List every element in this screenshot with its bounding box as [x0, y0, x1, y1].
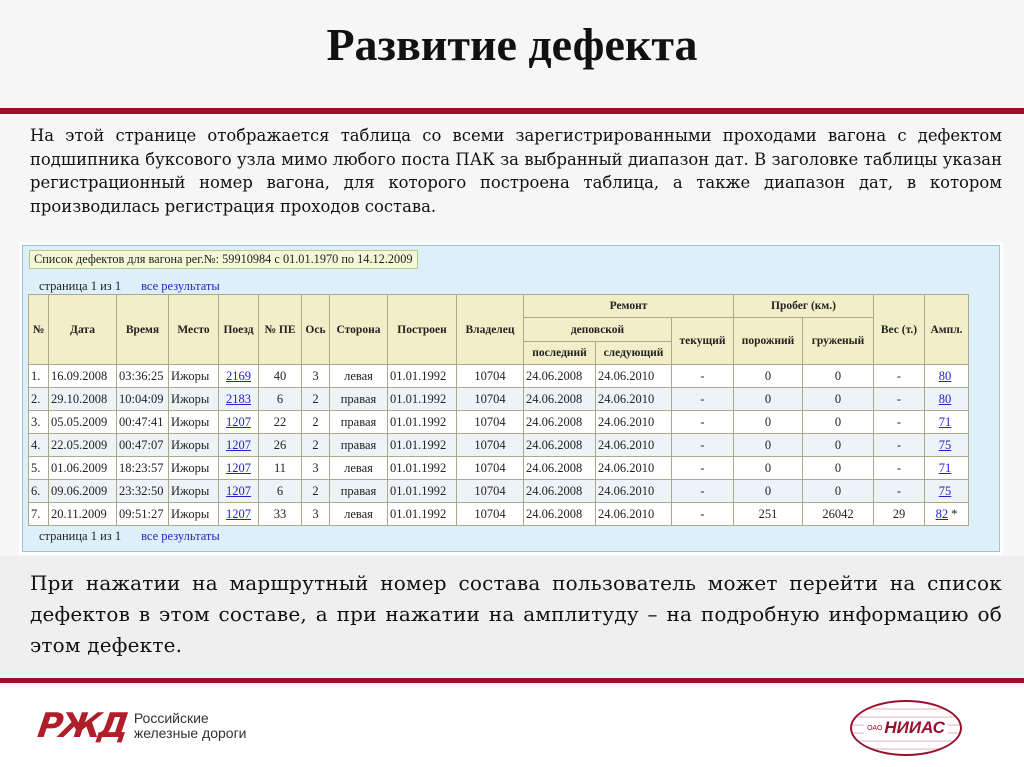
table-cell: правая [330, 411, 388, 434]
table-cell: 26 [259, 434, 302, 457]
col-built: Построен [388, 295, 457, 365]
col-empty: порожний [734, 318, 803, 365]
table-cell: 2 [302, 480, 330, 503]
table-cell: 24.06.2010 [596, 388, 672, 411]
table-cell: 4. [29, 434, 49, 457]
table-cell: 11 [259, 457, 302, 480]
table-cell: 251 [734, 503, 803, 526]
table-cell: 0 [803, 388, 874, 411]
page-label: страница 1 из 1 [39, 529, 122, 543]
table-cell: Ижоры [169, 388, 219, 411]
table-cell: - [672, 365, 734, 388]
table-cell: 29.10.2008 [49, 388, 117, 411]
table-row [29, 434, 969, 457]
rzd-logo-mark: РЖД [35, 706, 129, 746]
table-cell: 24.06.2010 [596, 434, 672, 457]
table-cell: 33 [259, 503, 302, 526]
table-cell: 2 [302, 411, 330, 434]
niias-prefix: ОАО [867, 724, 883, 732]
table-cell [219, 457, 259, 480]
table-cell: 10:04:09 [117, 388, 169, 411]
table-row [29, 480, 969, 503]
table-row [29, 503, 969, 526]
table-cell [219, 365, 259, 388]
amplitude-link[interactable]: 71 [938, 460, 952, 475]
intro-text: На этой странице отображается таблица со всеми зарегистрированными проходами вагона с дефектом подшипника буксового узла мимо любого поста ПАК за выбранный диапазон дат. В заголовке таблицы указан регистрационный номер вагона, для которого построена таблица, а также диапазон дат, в котором производилась регистрация проходов состава. [30, 126, 1002, 216]
table-cell: 2. [29, 388, 49, 411]
table-cell: 24.06.2008 [524, 411, 596, 434]
table-cell: правая [330, 388, 388, 411]
bottom-divider [0, 678, 1024, 683]
table-cell: 10704 [457, 457, 524, 480]
table-cell: 2 [302, 388, 330, 411]
table-row [29, 365, 969, 388]
amplitude-link[interactable]: 75 [938, 483, 952, 498]
table-cell: 0 [734, 365, 803, 388]
table-cell: 2 [302, 434, 330, 457]
table-cell: - [874, 457, 925, 480]
defects-table [28, 294, 969, 526]
table-cell: 3 [302, 457, 330, 480]
all-results-link[interactable]: все результаты [141, 279, 220, 293]
table-cell: 01.06.2009 [49, 457, 117, 480]
col-train: Поезд [219, 295, 259, 365]
table-cell: 24.06.2008 [524, 457, 596, 480]
table-cell: правая [330, 480, 388, 503]
table-cell: 0 [803, 457, 874, 480]
col-repair: Ремонт [524, 295, 734, 318]
table-cell: 0 [734, 388, 803, 411]
table-cell: 01.01.1992 [388, 411, 457, 434]
table-cell: 00:47:07 [117, 434, 169, 457]
table-cell: - [874, 388, 925, 411]
col-weight: Вес (т.) [874, 295, 925, 365]
table-cell: 24.06.2010 [596, 503, 672, 526]
table-cell: 01.01.1992 [388, 365, 457, 388]
col-current: текущий [672, 318, 734, 365]
rzd-line1: Российские [133, 710, 209, 726]
table-cell: 00:47:41 [117, 411, 169, 434]
table-cell [925, 503, 969, 526]
table-row [29, 411, 969, 434]
table-cell: 26042 [803, 503, 874, 526]
table-cell: 24.06.2010 [596, 457, 672, 480]
train-link[interactable]: 2183 [226, 391, 251, 406]
table-cell: 16.09.2008 [49, 365, 117, 388]
col-axle: Ось [302, 295, 330, 365]
table-cell: 0 [734, 434, 803, 457]
all-results-link[interactable]: все результаты [141, 529, 220, 543]
table-cell: 0 [803, 434, 874, 457]
pager-bottom [39, 529, 220, 544]
table-cell: 6. [29, 480, 49, 503]
table-cell: левая [330, 365, 388, 388]
table-cell: 09.06.2009 [49, 480, 117, 503]
table-cell: - [874, 365, 925, 388]
table-cell: 29 [874, 503, 925, 526]
table-cell: Ижоры [169, 503, 219, 526]
table-cell: 0 [803, 480, 874, 503]
table-cell: 09:51:27 [117, 503, 169, 526]
table-cell: Ижоры [169, 457, 219, 480]
table-cell: левая [330, 457, 388, 480]
table-cell [925, 365, 969, 388]
table-cell: 24.06.2008 [524, 365, 596, 388]
col-depot: деповской [524, 318, 672, 342]
amplitude-link[interactable]: 71 [938, 414, 952, 429]
table-cell [219, 480, 259, 503]
col-side: Сторона [330, 295, 388, 365]
col-pe: № ПЕ [259, 295, 302, 365]
table-cell: 01.01.1992 [388, 434, 457, 457]
table-cell: 24.06.2008 [524, 503, 596, 526]
col-last: последний [524, 342, 596, 365]
train-link[interactable]: 1207 [226, 460, 251, 475]
table-cell: 0 [803, 411, 874, 434]
table-cell [219, 503, 259, 526]
amplitude-link[interactable]: 82 [935, 506, 949, 521]
col-date: Дата [49, 295, 117, 365]
table-cell [219, 434, 259, 457]
train-link[interactable]: 1207 [226, 414, 251, 429]
table-cell: левая [330, 503, 388, 526]
col-owner: Владелец [457, 295, 524, 365]
col-num: № [29, 295, 49, 365]
table-cell: Ижоры [169, 365, 219, 388]
train-link[interactable]: 1207 [226, 483, 251, 498]
top-divider [0, 108, 1024, 114]
col-ampl: Ампл. [925, 295, 969, 365]
col-time: Время [117, 295, 169, 365]
table-cell: 3 [302, 503, 330, 526]
table-cell: Ижоры [169, 434, 219, 457]
table-cell: - [672, 411, 734, 434]
table-cell [219, 411, 259, 434]
table-cell: 03:36:25 [117, 365, 169, 388]
table-cell: - [672, 503, 734, 526]
outro-text: При нажатии на маршрутный номер состава пользователь может перейти на список дефектов в этом составе, а при нажатии на амплитуду – на подробную информацию об этом дефекте. [30, 571, 1002, 657]
footer [0, 686, 1024, 767]
table-cell [925, 480, 969, 503]
table-cell: 01.01.1992 [388, 388, 457, 411]
rzd-line2: железные дороги [133, 725, 247, 741]
table-cell: 24.06.2008 [524, 480, 596, 503]
table-cell: 18:23:57 [117, 457, 169, 480]
train-link[interactable]: 1207 [226, 437, 251, 452]
table-cell [925, 434, 969, 457]
table-cell: 10704 [457, 411, 524, 434]
defect-list-panel [22, 245, 1000, 552]
table-cell: 10704 [457, 480, 524, 503]
col-place: Место [169, 295, 219, 365]
table-cell: 6 [259, 480, 302, 503]
table-cell: 01.01.1992 [388, 480, 457, 503]
table-cell: 23:32:50 [117, 480, 169, 503]
table-row [29, 388, 969, 411]
pager-top [39, 279, 220, 294]
table-cell: Ижоры [169, 480, 219, 503]
amplitude-link[interactable]: 75 [938, 437, 952, 452]
niias-logo-text: НИИАС [884, 718, 945, 737]
amplitude-link[interactable]: 80 [938, 368, 952, 383]
table-cell: 7. [29, 503, 49, 526]
table-cell: 20.11.2009 [49, 503, 117, 526]
table-cell: 0 [734, 411, 803, 434]
table-cell: 24.06.2010 [596, 411, 672, 434]
table-cell: 22.05.2009 [49, 434, 117, 457]
table-cell: 05.05.2009 [49, 411, 117, 434]
table-cell: - [874, 480, 925, 503]
panel-legend: Список дефектов для вагона рег.№: 59910984 с 01.01.1970 по 14.12.2009 [29, 250, 418, 269]
table-cell: 01.01.1992 [388, 503, 457, 526]
table-cell: 10704 [457, 388, 524, 411]
table-cell: 24.06.2010 [596, 480, 672, 503]
rzd-logo [35, 706, 247, 746]
table-cell: - [874, 434, 925, 457]
table-cell: 10704 [457, 503, 524, 526]
table-cell: 3 [302, 365, 330, 388]
table-cell: - [672, 457, 734, 480]
table-cell [219, 388, 259, 411]
table-cell [925, 388, 969, 411]
table-cell [925, 411, 969, 434]
table-cell: правая [330, 434, 388, 457]
table-cell: Ижоры [169, 411, 219, 434]
table-cell: - [874, 411, 925, 434]
train-link[interactable]: 2169 [226, 368, 251, 383]
table-row [29, 457, 969, 480]
table-cell: 10704 [457, 434, 524, 457]
table-cell: 1. [29, 365, 49, 388]
table-cell: 0 [734, 457, 803, 480]
amplitude-mark: * [951, 506, 958, 521]
table-cell: 40 [259, 365, 302, 388]
table-cell: - [672, 480, 734, 503]
table-cell: 24.06.2008 [524, 434, 596, 457]
train-link[interactable]: 1207 [226, 506, 251, 521]
table-cell: - [672, 434, 734, 457]
page-label: страница 1 из 1 [39, 279, 122, 293]
table-cell: 6 [259, 388, 302, 411]
slide-title: Развитие дефекта [326, 19, 698, 70]
table-cell: 24.06.2010 [596, 365, 672, 388]
table-cell: 01.01.1992 [388, 457, 457, 480]
table-cell: 0 [803, 365, 874, 388]
table-cell [925, 457, 969, 480]
amplitude-link[interactable]: 80 [938, 391, 952, 406]
table-cell: 10704 [457, 365, 524, 388]
table-cell: 24.06.2008 [524, 388, 596, 411]
table-cell: - [672, 388, 734, 411]
table-cell: 0 [734, 480, 803, 503]
table-cell: 3. [29, 411, 49, 434]
col-loaded: груженый [803, 318, 874, 365]
col-next: следующий [596, 342, 672, 365]
table-cell: 22 [259, 411, 302, 434]
niias-logo [850, 700, 962, 756]
col-mileage: Пробег (км.) [734, 295, 874, 318]
table-cell: 5. [29, 457, 49, 480]
